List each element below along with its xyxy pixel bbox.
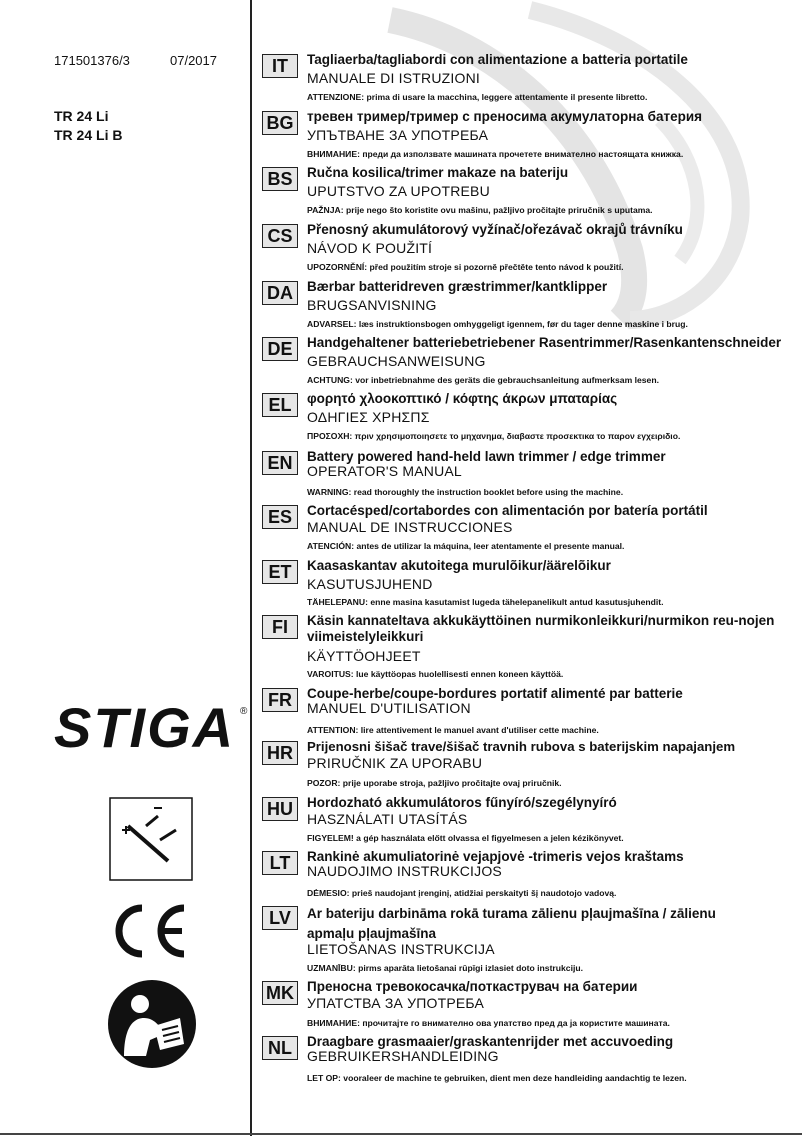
lang-code: NL — [262, 1036, 298, 1060]
warning-text: ATTENZIONE: prima di usare la macchina, leggere attentamente il presente libretto. — [307, 92, 648, 102]
warning-text: POZOR: prije uporabe stroja, pažljivo pročitajte ovaj priručnik. — [307, 778, 562, 788]
manual-label: OPERATOR'S MANUAL — [307, 463, 462, 479]
manual-label: NAUDOJIMO INSTRUKCIJOS — [307, 863, 502, 879]
lang-code: ES — [262, 505, 298, 529]
registered-mark: ® — [240, 706, 248, 717]
manual-label: NÁVOD K POUŽITÍ — [307, 240, 433, 256]
lang-title: Rankinė akumuliatorinė vejapjovė -trimeris vejos kraštams — [307, 849, 684, 864]
logo-text: STIGA — [54, 700, 236, 756]
lang-code: HU — [262, 797, 298, 821]
warning-text: ADVARSEL: læs instruktionsbogen omhyggeligt igennem, før du tager denne maskine i brug. — [307, 319, 688, 329]
ce-mark-icon — [108, 902, 190, 960]
manual-label: MANUAL DE INSTRUCCIONES — [307, 519, 513, 535]
stiga-logo — [54, 700, 250, 756]
model-name: TR 24 Li B — [54, 127, 123, 143]
lang-title: Kaasaskantav akutoitega murulõikur/äärelõikur — [307, 558, 611, 573]
manual-label: ΟΔΗΓΙΕΣ ΧΡΗΣΠΣ — [307, 409, 430, 425]
lang-title: Přenosný akumulátorový vyžínač/ořezávač okrajů trávníku — [307, 222, 683, 237]
lang-code: MK — [262, 981, 298, 1005]
manual-label: УПАТСТВА ЗА УПОТРЕБА — [307, 995, 485, 1011]
manual-label: PRIRUČNIK ZA UPORABU — [307, 755, 483, 771]
lang-code: HR — [262, 741, 298, 765]
warning-text: ВНИМАНИЕ: преди да използвате машината прочетете внимателно настоящата книжка. — [307, 149, 684, 159]
warning-text: WARNING: read thoroughly the instruction booklet before using the machine. — [307, 487, 624, 497]
warning-text: ATTENTION: lire attentivement le manuel avant d'utiliser cette machine. — [307, 725, 599, 735]
model-name: TR 24 Li — [54, 108, 109, 124]
document-date: 07/2017 — [170, 53, 217, 68]
lang-code: IT — [262, 54, 298, 78]
lang-title: Draagbare grasmaaier/graskantenrijder met accuvoeding — [307, 1034, 674, 1049]
document-code: 171501376/3 — [54, 53, 130, 68]
manual-label: HASZNÁLATI UTASÍTÁS — [307, 811, 468, 827]
lang-code: EN — [262, 451, 298, 475]
lang-title: Battery powered hand-held lawn trimmer / edge trimmer — [307, 449, 666, 464]
manual-label: UPUTSTVO ZA UPOTREBU — [307, 183, 490, 199]
lang-code: FI — [262, 615, 298, 639]
lang-title: Ručna kosilica/trimer makaze na bateriju — [307, 165, 569, 180]
warning-text: PAŽNJA: prije nego što koristite ovu mašinu, pažljivo pročitajte priručnik s uputama. — [307, 205, 653, 215]
bottom-rule — [0, 1133, 802, 1135]
warning-text: ВНИМАНИЕ: прочитајте го внимателно ова упатство пред да ја користите машината. — [307, 1018, 670, 1028]
battery-symbol-icon — [108, 796, 194, 882]
lang-code: BG — [262, 111, 298, 135]
warning-text: ACHTUNG: vor inbetriebnahme des geräts die gebrauchsanleitung aufmerksam lesen. — [307, 375, 659, 385]
manual-label: KÄYTTÖOHJEET — [307, 648, 421, 664]
warning-text: LET OP: vooraleer de machine te gebruiken, dient men deze handleiding aandachtig te lezen. — [307, 1073, 687, 1083]
warning-text: ATENCIÓN: antes de utilizar la máquina, leer atentamente el presente manual. — [307, 541, 625, 551]
warning-text: VAROITUS: lue käyttöopas huolellisesti ennen koneen käyttöä. — [307, 669, 564, 679]
lang-code: BS — [262, 167, 298, 191]
manual-label: BRUGSANVISNING — [307, 297, 437, 313]
lang-title: Tagliaerba/tagliabordi con alimentazione a batteria portatile — [307, 52, 688, 67]
manual-label: GEBRAUCHSANWEISUNG — [307, 353, 486, 369]
lang-code: LT — [262, 851, 298, 875]
manual-label: УПЪТВАНЕ ЗА УПОТРЕБА — [307, 127, 489, 143]
manual-label: KASUTUSJUHEND — [307, 576, 433, 592]
lang-title: Käsin kannateltava akkukäyttöinen nurmikonleikkuri/nurmikon reu-nojen viimeistelyleikkuri — [307, 613, 775, 644]
lang-title: Coupe-herbe/coupe-bordures portatif alimenté par batterie — [307, 686, 683, 701]
warning-text: UZMANĪBU: pirms aparāta lietošanai rūpīgi izlasiet doto instrukciju. — [307, 963, 583, 973]
warning-text: FIGYELEM! a gép használata előtt olvassa el figyelmesen a jelen kézikönyvet. — [307, 833, 624, 843]
lang-code: LV — [262, 906, 298, 930]
lang-code: CS — [262, 224, 298, 248]
warning-text: TÄHELEPANU: enne masina kasutamist lugeda tähelepanelikult antud kasutusjuhendit. — [307, 597, 664, 607]
warning-text: ΠΡΟΣΟΧΗ: πριν χρησιμοποιησετε το μηχανημα, διαβαστε προσεκτικα το παρον εγχειριδιο. — [307, 431, 681, 441]
manual-label: LIETOŠANAS INSTRUKCIJA — [307, 941, 495, 957]
manual-label: GEBRUIKERSHANDLEIDING — [307, 1048, 499, 1064]
lang-code: FR — [262, 688, 298, 712]
lang-code: DA — [262, 281, 298, 305]
lang-title: Hordozható akkumulátoros fűnyíró/szegélynyíró — [307, 795, 617, 810]
lang-title: Преносна тревокосачка/поткаструвач на батерии — [307, 979, 638, 994]
lang-code: DE — [262, 337, 298, 361]
lang-title: тревен тример/тример с преносима акумулаторна батерия — [307, 109, 703, 124]
lang-title: Cortacésped/cortabordes con alimentación por batería portátil — [307, 503, 708, 518]
lang-title: Prijenosni šišač trave/šišač travnih rubova s baterijskim napajanjem — [307, 739, 736, 754]
warning-text: UPOZORNĚNÍ: před použitím stroje si pozorně přečtěte tento návod k použití. — [307, 262, 624, 272]
lang-title: Handgehaltener batteriebetriebener Rasentrimmer/Rasenkantenschneider — [307, 335, 782, 350]
warning-text: DĖMESIO: prieš naudojant įrenginį, atidžiai perskaityti šį naudotojo vadovą. — [307, 888, 617, 898]
lang-title: Bærbar batteridreven græstrimmer/kantklipper — [307, 279, 608, 294]
manual-label: MANUEL D'UTILISATION — [307, 700, 471, 716]
read-manual-icon — [106, 978, 198, 1070]
manual-label: MANUALE DI ISTRUZIONI — [307, 70, 480, 86]
lang-code: ET — [262, 560, 298, 584]
lang-code: EL — [262, 393, 298, 417]
lang-title: Ar bateriju darbināma rokā turama zālienu pļaujmašīna / zālienu apmaļu pļaujmašīna — [307, 906, 716, 941]
column-divider — [250, 0, 252, 1136]
lang-title: φορητό χλοοκοπτικό / κόφτης άκρων μπαταρίας — [307, 391, 618, 406]
